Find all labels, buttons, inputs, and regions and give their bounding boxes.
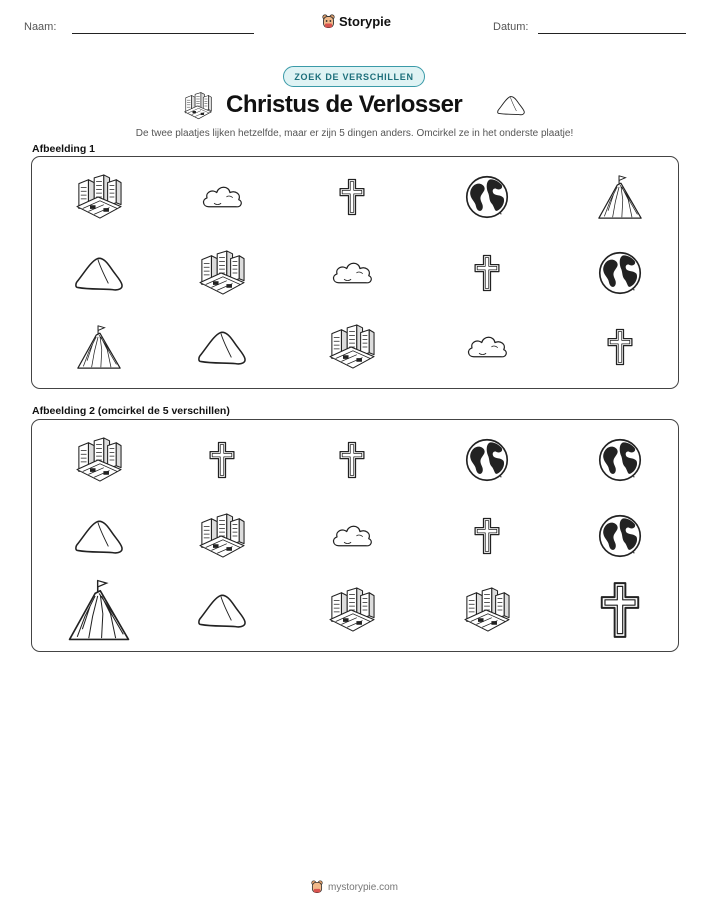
footer-url: mystorypie.com — [327, 881, 398, 893]
globe-icon — [464, 174, 510, 220]
picture2-label: Afbeelding 2 (omcirkel de 5 verschillen) — [32, 405, 230, 417]
mountain-icon — [597, 174, 643, 220]
city-icon[interactable] — [328, 587, 376, 633]
page-title: Christus de Verlosser — [226, 91, 463, 118]
city-icon — [328, 324, 376, 370]
city-icon[interactable] — [463, 587, 511, 633]
spot-difference-badge: ZOEK DE VERSCHILLEN — [283, 66, 425, 87]
cross-icon — [606, 324, 634, 370]
name-line[interactable] — [72, 33, 254, 34]
globe-icon[interactable] — [464, 437, 510, 483]
hill-icon — [73, 252, 125, 294]
hill-icon[interactable] — [73, 515, 125, 557]
city-icon[interactable] — [75, 437, 123, 483]
cross-icon — [473, 250, 501, 296]
instructions: De twee plaatjes lijken hetzelfde, maar er zijn 5 dingen anders. Omcirkel ze in het onderste plaatje! — [135, 128, 574, 139]
picture1-label: Afbeelding 1 — [32, 143, 96, 155]
city-icon[interactable] — [198, 513, 246, 559]
bear-icon — [311, 880, 323, 894]
globe-icon[interactable] — [597, 437, 643, 483]
mountain-icon — [76, 324, 122, 370]
cross-icon[interactable] — [338, 437, 366, 483]
brand-logo — [322, 14, 391, 29]
cloud-icon — [199, 182, 245, 212]
globe-icon — [597, 250, 643, 296]
cross-icon[interactable] — [595, 581, 645, 639]
date-line[interactable] — [538, 33, 686, 34]
date-label: Datum: — [493, 21, 529, 33]
footer — [0, 880, 709, 894]
cross-icon[interactable] — [208, 437, 236, 483]
hill-icon — [496, 93, 526, 117]
name-label: Naam: — [24, 21, 57, 33]
brand-name: Storypie — [339, 14, 392, 29]
cross-icon — [338, 174, 366, 220]
city-icon — [183, 92, 213, 120]
cloud-icon — [329, 258, 375, 288]
picture2-panel[interactable] — [31, 419, 679, 652]
mountain-icon[interactable] — [67, 578, 131, 642]
globe-icon[interactable] — [597, 513, 643, 559]
hill-icon[interactable] — [196, 589, 248, 631]
city-icon — [198, 250, 246, 296]
picture1-panel — [31, 156, 679, 389]
city-icon — [75, 174, 123, 220]
cross-icon[interactable] — [473, 513, 501, 559]
cloud-icon[interactable] — [329, 521, 375, 551]
bear-icon — [322, 14, 335, 29]
cloud-icon — [464, 332, 510, 362]
hill-icon — [196, 326, 248, 368]
